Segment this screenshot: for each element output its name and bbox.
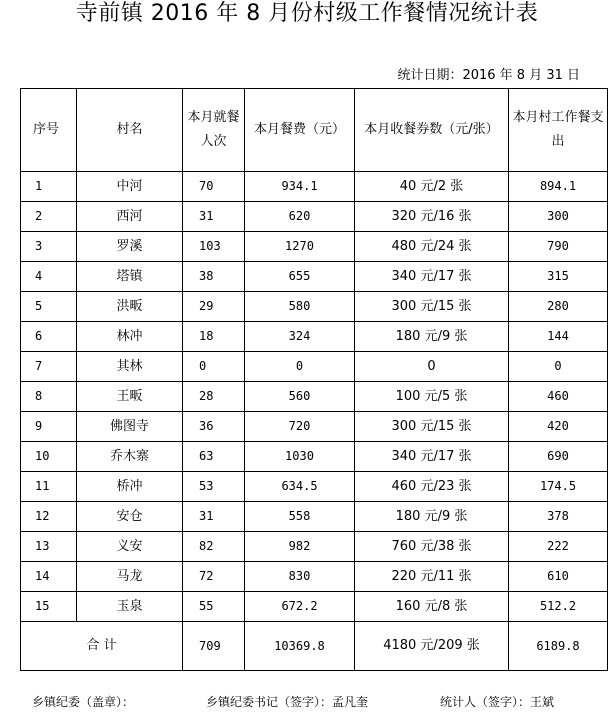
cell-tickets: 300 元/15 张 xyxy=(355,412,509,442)
cell-village: 义安 xyxy=(77,532,183,562)
total-row xyxy=(21,622,608,671)
cell-fee: 1270 xyxy=(245,232,355,262)
cell-village: 洪畈 xyxy=(77,292,183,322)
cell-expense: 174.5 xyxy=(509,472,608,502)
table-row xyxy=(21,352,608,382)
table-body xyxy=(21,172,608,622)
cell-people: 0 xyxy=(183,352,245,382)
cell-village: 马龙 xyxy=(77,562,183,592)
cell-fee: 655 xyxy=(245,262,355,292)
table-row xyxy=(21,382,608,412)
cell-village: 其林 xyxy=(77,352,183,382)
table-row xyxy=(21,412,608,442)
cell-expense: 222 xyxy=(509,532,608,562)
cell-village: 西河 xyxy=(77,202,183,232)
cell-fee: 672.2 xyxy=(245,592,355,622)
cell-village: 玉泉 xyxy=(77,592,183,622)
cell-no: 12 xyxy=(21,502,77,532)
cell-tickets: 180 元/9 张 xyxy=(355,502,509,532)
cell-no: 1 xyxy=(21,172,77,202)
cell-expense: 315 xyxy=(509,262,608,292)
cell-fee: 620 xyxy=(245,202,355,232)
commission-seal-label: 乡镇纪委（盖章）： xyxy=(32,695,135,709)
cell-no: 5 xyxy=(21,292,77,322)
cell-no: 6 xyxy=(21,322,77,352)
cell-people: 18 xyxy=(183,322,245,352)
cell-people: 53 xyxy=(183,472,245,502)
table-row xyxy=(21,562,608,592)
cell-expense: 0 xyxy=(509,352,608,382)
cell-expense: 512.2 xyxy=(509,592,608,622)
cell-fee: 720 xyxy=(245,412,355,442)
cell-no: 2 xyxy=(21,202,77,232)
total-expense: 6189.8 xyxy=(509,622,608,671)
header-expense: 本月村工作餐支出 xyxy=(509,89,608,172)
cell-people: 103 xyxy=(183,232,245,262)
cell-village: 桥冲 xyxy=(77,472,183,502)
cell-no: 3 xyxy=(21,232,77,262)
cell-people: 29 xyxy=(183,292,245,322)
cell-tickets: 340 元/17 张 xyxy=(355,262,509,292)
cell-village: 罗溪 xyxy=(77,232,183,262)
cell-no: 7 xyxy=(21,352,77,382)
cell-tickets: 460 元/23 张 xyxy=(355,472,509,502)
cell-fee: 934.1 xyxy=(245,172,355,202)
cell-people: 31 xyxy=(183,202,245,232)
statistician-signature: 统计人（签字）：王斌 xyxy=(440,695,555,709)
cell-no: 8 xyxy=(21,382,77,412)
cell-tickets: 220 元/11 张 xyxy=(355,562,509,592)
table-row xyxy=(21,502,608,532)
cell-expense: 420 xyxy=(509,412,608,442)
cell-tickets: 100 元/5 张 xyxy=(355,382,509,412)
header-tickets: 本月收餐券数（元/张） xyxy=(355,89,509,172)
cell-expense: 610 xyxy=(509,562,608,592)
cell-village: 中河 xyxy=(77,172,183,202)
cell-tickets: 300 元/15 张 xyxy=(355,292,509,322)
cell-people: 63 xyxy=(183,442,245,472)
cell-fee: 634.5 xyxy=(245,472,355,502)
cell-expense: 460 xyxy=(509,382,608,412)
cell-fee: 1030 xyxy=(245,442,355,472)
cell-tickets: 340 元/17 张 xyxy=(355,442,509,472)
cell-tickets: 480 元/24 张 xyxy=(355,232,509,262)
table-row xyxy=(21,592,608,622)
cell-village: 塔镇 xyxy=(77,262,183,292)
cell-village: 佛图寺 xyxy=(77,412,183,442)
total-label: 合 计 xyxy=(21,622,183,671)
table-row xyxy=(21,292,608,322)
cell-fee: 0 xyxy=(245,352,355,382)
page-title: 寺前镇 2016 年 8 月份村级工作餐情况统计表 xyxy=(75,1,539,26)
cell-tickets: 0 xyxy=(355,352,509,382)
cell-expense: 378 xyxy=(509,502,608,532)
cell-expense: 300 xyxy=(509,202,608,232)
cell-tickets: 320 元/16 张 xyxy=(355,202,509,232)
cell-no: 13 xyxy=(21,532,77,562)
cell-fee: 982 xyxy=(245,532,355,562)
cell-tickets: 180 元/9 张 xyxy=(355,322,509,352)
cell-people: 36 xyxy=(183,412,245,442)
table-row xyxy=(21,262,608,292)
cell-people: 31 xyxy=(183,502,245,532)
cell-no: 14 xyxy=(21,562,77,592)
cell-people: 38 xyxy=(183,262,245,292)
table-row xyxy=(21,442,608,472)
cell-no: 4 xyxy=(21,262,77,292)
table-row xyxy=(21,202,608,232)
cell-village: 乔木寨 xyxy=(77,442,183,472)
cell-expense: 144 xyxy=(509,322,608,352)
table-row xyxy=(21,532,608,562)
cell-expense: 894.1 xyxy=(509,172,608,202)
cell-expense: 790 xyxy=(509,232,608,262)
total-fee: 10369.8 xyxy=(245,622,355,671)
cell-expense: 280 xyxy=(509,292,608,322)
cell-fee: 324 xyxy=(245,322,355,352)
cell-fee: 558 xyxy=(245,502,355,532)
total-tickets: 4180 元/209 张 xyxy=(355,622,509,671)
table-row xyxy=(21,322,608,352)
table-row xyxy=(21,172,608,202)
cell-no: 15 xyxy=(21,592,77,622)
cell-tickets: 160 元/8 张 xyxy=(355,592,509,622)
header-no: 序号 xyxy=(21,89,77,172)
cell-fee: 580 xyxy=(245,292,355,322)
cell-tickets: 40 元/2 张 xyxy=(355,172,509,202)
cell-people: 55 xyxy=(183,592,245,622)
cell-fee: 560 xyxy=(245,382,355,412)
cell-expense: 690 xyxy=(509,442,608,472)
cell-village: 王畈 xyxy=(77,382,183,412)
total-people: 709 xyxy=(183,622,245,671)
cell-village: 安仓 xyxy=(77,502,183,532)
stat-date: 统计日期：2016 年 8 月 31 日 xyxy=(397,68,580,83)
cell-no: 10 xyxy=(21,442,77,472)
cell-no: 11 xyxy=(21,472,77,502)
cell-people: 70 xyxy=(183,172,245,202)
secretary-signature: 乡镇纪委书记（签字）：孟凡奎 xyxy=(206,695,369,709)
header-village: 村名 xyxy=(77,89,183,172)
header-fee: 本月餐费（元） xyxy=(245,89,355,172)
cell-people: 82 xyxy=(183,532,245,562)
cell-village: 林冲 xyxy=(77,322,183,352)
table-header-row xyxy=(21,89,608,172)
table-row xyxy=(21,232,608,262)
statistics-table xyxy=(20,88,608,671)
table-row xyxy=(21,472,608,502)
cell-tickets: 760 元/38 张 xyxy=(355,532,509,562)
cell-people: 28 xyxy=(183,382,245,412)
cell-no: 9 xyxy=(21,412,77,442)
cell-people: 72 xyxy=(183,562,245,592)
header-people: 本月就餐人次 xyxy=(183,89,245,172)
cell-fee: 830 xyxy=(245,562,355,592)
